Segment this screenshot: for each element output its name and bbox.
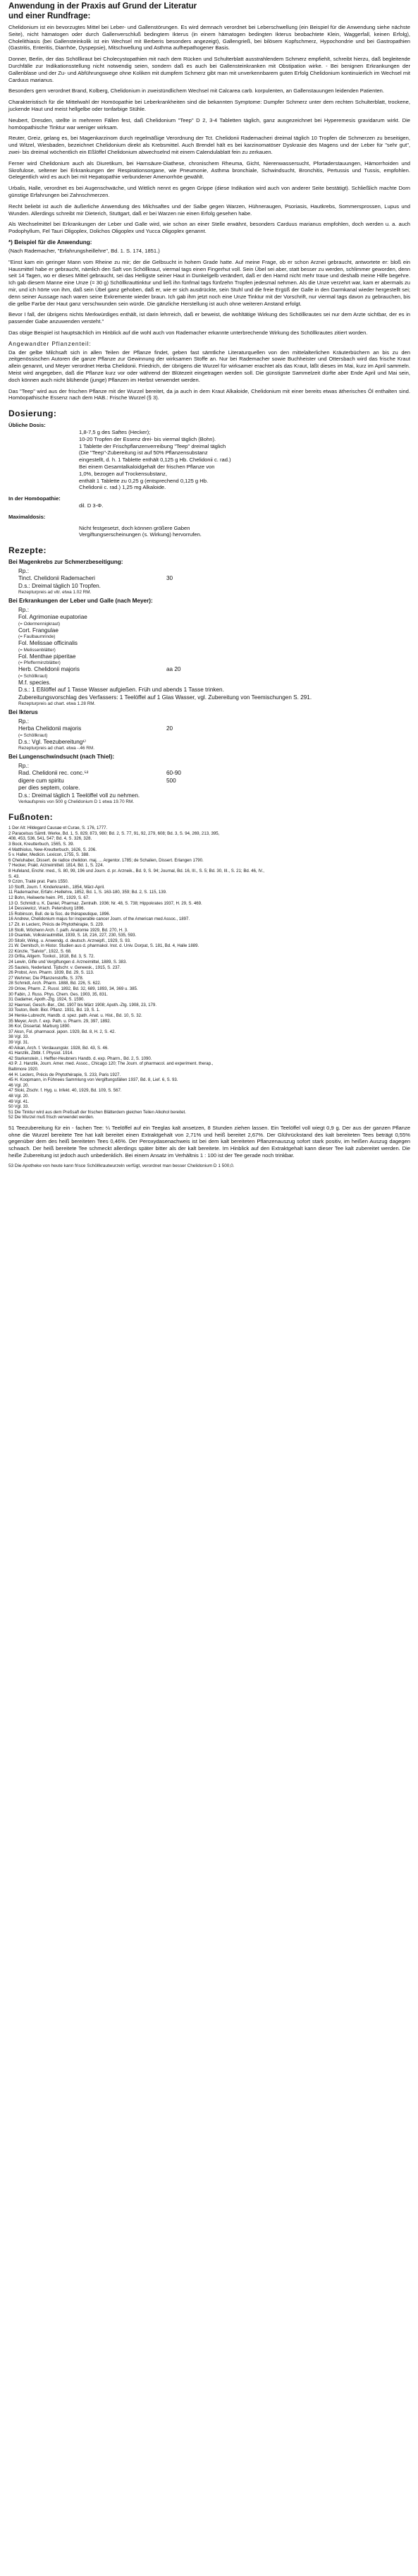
footnote: 7 Hecker, Prakt. Arzneimittell. 1814, Bd. 1, S. 224. xyxy=(8,863,104,869)
recipe-2-heading: Bei Erkrankungen der Leber und Galle (nach Meyer): xyxy=(8,598,153,605)
recipe-ingredient: digere cum spiritu xyxy=(18,777,64,784)
page xyxy=(8,1,410,1169)
footnote: 3 Bock, Kreutterbuch, 1565, S. 39. xyxy=(8,842,75,847)
plant-part-heading: Angewandter Pflanzenteil: xyxy=(8,340,92,347)
example-section xyxy=(8,239,410,337)
intro-paragraph: Recht beliebt ist auch die äußerliche Anwendung des Milchsaftes und der Salbe gegen Warzen, Hühneraugen, Psoriasis, Hautkrebs, Sommersprossen, Lupus und Wunden. Allerdings schreibt mir Dieterich, Stuttgart, daß er bei Warzen nie einen Erfolg gesehen habe. xyxy=(8,202,410,217)
recipe-note: (= Pfefferminzblätter) xyxy=(18,660,61,666)
recipe-2-lines xyxy=(8,607,410,702)
max-dose-line: Vergiftungserscheinungen (s. Wirkung) hervorrufen. xyxy=(79,531,202,538)
recipe-4-lines xyxy=(8,763,410,800)
recipe-line xyxy=(18,763,410,770)
example-paragraph: "Einst kam ein geringer Mann vom Rheine zu mir; der die Gelbsucht in hohem Grade hatte. Auf meine Frage, ob er schon Arznei gebraucht, antwortete er: bloß ein Hausmittel habe er gebraucht, nämlich den Saft von Schöllkraut, viermal tags einen Fingerhut voll. Sein Übel sei aber, statt besser zu werden, schlimmer geworden, denn seit 14 Tagen, wo er dieses Mittel gebraucht, sei das Helligste seiner Haut in Dunkelgelb verändert, daß er den Harnd nicht mehr traue und deshalb meine Hilfe begehre. Ich gab diesem Manne eine Unze (= 30 g) Schöllkrauttinktur und ließ ihn fünfmal tags fünfzehn Tropfen jedesmal nehmen. Als die Unze verzehrt war, kam er abermals zu mir, und ich hörte von ihm, daß sein Übel ganz gehoben, daß er, wie er sich ausdrückte, sein Stuhl und die freie Ergüß der Galle in den Darmkanal wieder hergestellt sei; denn seiner Aussage nach waren seine Exkremente wieder braun. Ich gab ihm jetzt noch eine Unze Tinktur mit der Vorschrift, nur viermal tags davon zu gebrauchen, bis die gelbe Farbe der Haut ganz verschwunden sein würde. Die gänzliche Herstellung ist auch ohne weiteren Anstand erfolgt. xyxy=(8,258,410,307)
footnote: 6 Cheluhaber, Dissert. de radice chelidon. maj. ... Argentor. 1785; de Schalien, Dissert. Erlangen 1790. xyxy=(8,857,204,863)
footnote: 45 H. Koopmann, in Fühnees Sammlung von Vergiftungsfällen 1937, Bd. 8, Lief. 6, S. 93. xyxy=(8,1077,178,1083)
footnote: 8 Hufeland, Enchir. med., S. 80, 99, 196 und Journ. d. pr. Arzneik., Bd. 9, S. 94; Journal, Bd. 16, III., S. 5; Bd. 30, III., S. 21; Bd. 46, IV., xyxy=(8,868,264,873)
footnote: 20 Sitolir, Wirkg. u. Anwendg. d. deutsch. Arzneipfl., 1929, S. 93. xyxy=(8,938,131,943)
footnote: 19 Osantek, Volkskrautmittel, 1939, S. 18, 216, 227, 230, 535, 593. xyxy=(8,933,137,938)
page-title xyxy=(8,1,410,21)
dose-line: 1,8-7,5 g des Saftes (Hecker); xyxy=(79,429,151,436)
footnote: 5 v. Haller, Medicin. Lexicon, 1755, S. 388. xyxy=(8,852,90,858)
recipe-ingredient: Rp.: xyxy=(18,606,30,613)
recipe-line xyxy=(18,640,410,648)
recipe-amount: 60-90 xyxy=(166,770,181,777)
recipe-ingredient: Herb. Chelidonii majoris xyxy=(18,666,80,673)
footnote: 25 Sauteis, Nederland. Tijdschr. v. Geneesk., 1915, S. 237. xyxy=(8,965,121,970)
example-paragraph: Das obige Beispiel ist hauptsächlich im Hinblick auf die wohl auch von Rademacher erkannte unterbrechende Wirkung des Schöllkrautes zitiert worden. xyxy=(8,329,368,336)
recipe-note: (= Schöllkraut) xyxy=(18,732,48,738)
recipes-section xyxy=(8,559,410,805)
footnote: 17 Zit. in Leclerc, Précis de Phytothérapie, S. 229. xyxy=(8,921,104,927)
recipe-line xyxy=(18,792,410,800)
recipe-ingredient: Rp.: xyxy=(18,762,30,769)
recipe-line xyxy=(18,568,410,576)
title-line-2: und einer Rundfrage: xyxy=(8,12,91,20)
example-paragraph: Bevor I fall, der übrigens nichts Merkwürdiges enthält, ist darin lehrreich, daß er beweist, die wohltätige Wirkung des Schöllkrautes sei nur dem Arzte sichtbar, der es in passender Gabe anzuwenden versteht." xyxy=(8,311,410,325)
recipe-ingredient: D.s.: Vgl. Teezubereitung¹⁾ xyxy=(18,738,87,745)
footnote: 10 Stoffl, Journ. f. Kinderkrankh., 1854, März-April. xyxy=(8,884,105,890)
plant-part-paragraph: Das "Teep" wird aus der frischen Pflanze mit der Wurzel bereitet, da ja auch in dem Kraut Alkaloide, Chelidonium mit einer bereits etwas ätherisches Öl enthalten sind. Homöopathische Essenz nach dem HAB.: Frische Wurzel (§ 3). xyxy=(8,387,410,401)
recipe-4-price: Verkaufspreis von 500 g Chelidonium D 1 etwa 19.70 RM. xyxy=(18,799,135,805)
footnote: 38 Vgl. 33. xyxy=(8,1034,30,1040)
recipe-ingredient: Rp.: xyxy=(18,718,30,725)
recipe-1-heading: Bei Magenkrebs zur Schmerzbeseitigung: xyxy=(8,559,123,566)
footnote: 32 Haensel, Gesch.-Ber., Okt. 1907 bis März 1908; Apoth.-Ztg. 1908, 23, 179. xyxy=(8,1002,157,1008)
recipe-line xyxy=(18,653,410,661)
intro-section xyxy=(8,24,410,235)
footnote: 31 Gadamer, Apoth.-Ztg. 1924, S. 1590. xyxy=(8,997,85,1003)
dose-line: Bei einem Gesamtalkaloidgehalt der frischen Pflanze von xyxy=(79,464,215,471)
footnote: 408, 453, 536, 541, 547; Bd. 4, S. 326, 328. xyxy=(8,836,92,842)
recipe-line xyxy=(18,679,410,687)
recipe-line xyxy=(18,718,410,726)
recipe-note: (= Schöllkraut) xyxy=(18,673,48,679)
example-source: (Nach Rademacher, "Erfahrungsheillehre", Bd. 1. S. 174, 1851.) xyxy=(8,247,160,254)
recipe-ingredient: M.f. species. xyxy=(18,679,51,686)
footnote: 30 Fabin, J. Russ. Phys. Chem. Ges. 1903, 35, 831. xyxy=(8,991,108,997)
dose-line: 1,0%, bezogen auf Trockensubstanz, xyxy=(79,470,167,477)
intro-paragraph: Charakteristisch für die Mittelwahl der Homöopathie bei Leberkrankheiten sind die bekannten Symptome: Dumpfer Schmerz unter dem rechten Schulterblatt, trockene, juckende Haut und meist hellgelbe oder tonfarbige Stühle. xyxy=(8,99,410,112)
recipe-3-heading: Bei Ikterus xyxy=(8,709,38,716)
recipe-ingredient: Tinct. Chelidonii Rademacheri xyxy=(18,575,95,582)
footnote: S. 43. xyxy=(8,873,20,879)
intro-paragraph: Reuter, Greiz, gelang es, bei Magenkarzinom durch regelmäßige Verordnung der Tct. Chelidonii Rademacheri dreimal täglich 10 Tropfen die Schmerzen zu beseitigen, und Witzel, Wiesbaden, bezeichnet Chelidonium direkt als Krebsmittel. Auch Brendel hält es bei karzinomatöser Dyskrasie des Magens und der Leber für "sehr gut", zwei- bis dreimal wöchentlich ein Eßlöffel Chelidonium abwechselnd mit einem Calendulablatt fein zu zerkauen. xyxy=(8,135,410,155)
recipe-ingredient: D.s.: Dreimal täglich 1 Teelöffel voll zu nehmen. xyxy=(18,792,140,799)
example-heading: *) Beispiel für die Anwendung: xyxy=(8,238,92,246)
recipe-line xyxy=(18,614,410,622)
footnote: 35 Meyer, Arch. f. exp. Path. u. Pharm. 29, 397, 1892. xyxy=(8,1018,111,1024)
usual-dose-label: Übliche Dosis: xyxy=(8,422,46,429)
footnote: 37 Aksn, Fol. pharmacol. japon. 1929, Bd. 8, H. 2, S. 42. xyxy=(8,1029,116,1034)
dosage-table xyxy=(8,422,410,538)
footnote: 18 Stolli, Wöchenn Arch. f. path. Anatomie 1929, Bd. 270, H. 3. xyxy=(8,927,128,933)
recipe-1-lines xyxy=(8,568,410,591)
footnote: 51 Die Tinktur wird aus dem Preßsaft der frischen Blätterdem gleichen Teilen Alkohol bereitet. xyxy=(8,1109,186,1115)
recipe-line xyxy=(18,725,410,733)
recipe-ingredient: Zubereitungsvorschlag des Verfassers: 1 Teelöffel auf 1 Glas Wasser, vgl. Zubereitung von Teemischungen S. 291. xyxy=(18,694,312,701)
recipe-ingredient: Herba Chelidonii majoris xyxy=(18,725,82,732)
recipe-line xyxy=(18,607,410,615)
recipe-note: (= Faulbaumrinde) xyxy=(18,634,56,640)
recipe-ingredient: Rad. Chelidonii rec. conc.⁵² xyxy=(18,770,89,777)
intro-paragraph: Neubert, Dresden, stellte in mehreren Fällen fest, daß Chelidonium "Teep" D 2, 3-4 Tabletten täglich, ganz ausgezeichnet bei Hyperemesis gravidarum wirkt. Die homöopathische Tinktur war weniger wirksam. xyxy=(8,116,410,131)
max-dose-label: Maximaldosis: xyxy=(8,513,46,520)
recipe-amount: 500 xyxy=(166,777,176,784)
footnote: 26 Probst, Ann. Pharm. 1839, Bd. 29, S. 113. xyxy=(8,970,94,976)
recipe-4-heading: Bei Lungenschwindsucht (nach Thiel): xyxy=(8,754,115,761)
footnote: 47 Stoki, Ztschr. f. Hyg. u. Infekt. 40, 1929, Bd. 109, S. 567. xyxy=(8,1088,122,1094)
recipe-ingredient: Fol. Menthae piperitae xyxy=(18,653,76,660)
footnote: 1 Der Alt: Hildegard Causae et Curae, S. 176, 1777. xyxy=(8,826,108,831)
footnote: 2 Paracelsus Sämtl. Werke, Bd. 1, S. 829, 873, 980; Bd. 2, S. 77, 91, 92, 279, 608; Bd. 3, S. 94, 269, 213, 395, xyxy=(8,830,220,836)
title-line-1: Anwendung in der Praxis auf Grund der Literatur xyxy=(8,2,197,11)
footnote: 39 Vgl. 31. xyxy=(8,1039,30,1045)
max-dose-value xyxy=(56,521,410,539)
footnote: 34 Henke-Lubrecht, Handb. d. spez. path. Anat. u. Hist., Bd. 10, S. 32. xyxy=(8,1013,142,1018)
intro-paragraph: Urbalis, Halle, verordnet es bei Augenschwäche, und Wittlich nennt es gegen Grippe (diese Indikation wird auch von anderer Seite bestätigt). Schließlich machte Dorn günstige Erfahrungen bei Zahnschmerzen. xyxy=(8,185,410,198)
footnote: 44 H. Leclerc, Précis de Phytothérapie, S. 233, Paris 1927. xyxy=(8,1072,121,1077)
footnote: 41 Hanzlik, Zbtbl. f. Physiol. 1914. xyxy=(8,1051,74,1056)
homoeopathy-label: In der Homöopathie: xyxy=(8,495,61,502)
recipe-ingredient: D.s.: Dreimal täglich 10 Tropfen. xyxy=(18,582,101,589)
footnote: 29 Orlow, Pharm. Z. Russl. 1892, Bd. 32, 689, 1893, 34, 369 u. 385. xyxy=(8,986,138,992)
dose-line: enthält 1 Tablette zu 0,25 g (entsprechend 0,125 g Hb. xyxy=(79,477,209,484)
dosage-heading: Dosierung: xyxy=(8,409,57,419)
recipe-line xyxy=(18,770,410,778)
footnote: Baltimore 1920. xyxy=(8,1066,39,1072)
intro-paragraph: Chelidonium ist ein bevorzugtes Mittel bei Leber- und Gallenstörungen. Es wird demnach verordnet bei Leberschwellung (ein Beispiel für die Anwendung siehe nächste Seite), nicht hämatogen oder durch Gallenverschluß bedingtem Ikterus (in einem hämatogen bedingten Ikterus beobachtete Klein, Waggerfall, keinen Erfolg), Cholelithiasis (bei Gallensteinkolik ist ein Wechsel mit Berberis besonders angezeigt), Gallengrieß, bei bilösem Kopfschmerz, Hypochondrie und bei Gastropathien (Gastritis, Enteritis, Diarrhöe, Dyspepsie), Mitschwellung und Asthma aufhepathogener Basis. xyxy=(8,24,410,52)
plant-part-section xyxy=(8,341,410,402)
footnote: 11 Rademacher, Erfahr.-Heillehre, 1852, Bd. 1, S. 163-180, 359; Bd. 2, S. 115, 139. xyxy=(8,890,167,895)
recipe-2-price: Rezepturpreis ad chart. etwa 1.28 RM. xyxy=(18,701,96,707)
recipe-3-price: Rezepturpreis ad chart. etwa -.46 RM. xyxy=(18,746,94,751)
max-dose-line: Nicht festgesetzt, doch können größere Gaben xyxy=(79,524,190,531)
footnotes-heading: Fußnoten: xyxy=(8,812,54,823)
recipe-line xyxy=(18,666,410,674)
footnote: 21 W. Demitsch, in Histor. Studien aus d. pharmakol. Inst. d. Univ. Dorpat, S. 181, Bd. 4, Halle 1889. xyxy=(8,943,199,949)
recipe-line xyxy=(18,739,410,746)
footnote: 24 Lewin, Gifte und Vergiftungen d. Arzneimittel, 1889, S. 383. xyxy=(8,960,128,965)
recipe-amount: 30 xyxy=(166,575,173,582)
footnote: 50 Vgl. 33. xyxy=(8,1104,30,1110)
homoeopathy-value: dil. D 3-Φ. xyxy=(79,502,104,509)
intro-paragraph: Besonders gern verordnet Brand, Kolberg, Chelidonium in zweistündlichem Wechsel mit Calcarea carb. korpulenten, an Gallenstauungen leidenden Patienten. xyxy=(8,87,385,95)
footnote: 28 Schmidt, Arch. Pharm. 1888, Bd. 226, S. 622. xyxy=(8,981,102,986)
recipe-note: (= Odermennigkraut) xyxy=(18,621,61,627)
intro-paragraph: Als Wechselmittel bei Erkrankungen der Leber und Galle wird, wie schon an einer Stelle erwähnt, besonders Carduus marianus empfohlen, doch werden u. a. auch Podophyllum, Fel Tauri Oligoplex, Dolichos Oligoplex und Yucca Oligoplex genannt. xyxy=(8,221,410,235)
footnote: 49 Vgl. 41. xyxy=(8,1099,30,1104)
dose-line: (Die "Teep"-Zubereitung ist auf 50% Pflanzensubstanz xyxy=(79,449,208,456)
closing-footnote: 53 Die Apotheke von heute kann frisce Schöllkrautwurzeln verfügt, verordnet man besser Chelidonium D 1 500,0. xyxy=(8,1163,235,1168)
recipes-heading: Rezepte: xyxy=(8,545,47,556)
dose-line: 1 Tablette der Frischpflanzenverreibung "Teep" dreimal täglich xyxy=(79,442,226,449)
footnote: 27 Wehmer, Die Pflanzenstoffe, S. 378. xyxy=(8,975,84,981)
footnote: 9 Czizn, Traité prat. Paris 1550. xyxy=(8,879,69,885)
footnote: 40 Aikan, Arch. f. Verdauungskr. 1928, Bd. 43, S. 46. xyxy=(8,1045,109,1051)
footnote: 46 Vgl. 20. xyxy=(8,1082,30,1088)
footnote: 52 Die Wurzel muß frisch verwendet werden. xyxy=(8,1115,94,1120)
recipe-ingredient: D.s.: 1 Eßlöffel auf 1 Tasse Wasser aufgießen. Früh und abends 1 Tasse trinken. xyxy=(18,687,224,694)
recipe-line xyxy=(18,778,410,785)
intro-paragraph: Ferner wird Chelidonium auch als Diuretikum, bei Harnsäure-Diathese, chronischem Rheuma, Gicht, Nierenwassersucht, Pfortaderstauungen, Hämorrhoiden und Skrofulose, seltener bei Erkrankungen der Respirationsorgane, wie Pneumonie, Asthma bronchiale, Schwindsucht, Bronchitis, Pertussis und Tussis, empfohlen. Gelegentlich wird es auch bei mit Hepatopathie verbundener Amenorrhöe gewählt. xyxy=(8,159,410,181)
dose-line: Chelidonii c. rad.) 1,25 mg Alkaloide. xyxy=(79,484,166,491)
recipe-line xyxy=(18,785,410,792)
footnote: 42 Starkenstein, i. Heffter-Heubners Handb. d. exp. Pharm., Bd. 2, S. 1090. xyxy=(8,1056,152,1061)
recipe-ingredient: Fol. Agrimoniae eupatoriae xyxy=(18,614,87,621)
plant-part-paragraph: Da der gelbe Milchsaft sich in allen Teilen der Pflanze findet, geben fast sämtliche Literaturquellen von den mittelalterlichen Kräuterbüchern an bis zu den zeitgenössischen Autoren die ganze Pflanze zur Gewinnung der wirksamen Stoffe an. Nur bei Rademacher sowie Buchheister und Ottersbach wird das frische Kraut allein genannt, und Meyer verordnet Herba Chelidonii. Friedrich, der übrigens die Wurzel für wirksamer erachtet als das Kraut, läßt dieses im Mai, kurz im April sammeln. Meist wird angegeben, daß die Pflanze kurz vor oder während der Blütezeit eingetragen werden soll. Die günstigste Sammelzeit dürfte aber Ende April und Mai sein, doch können auch nicht blühende (junge) Pflanzen im Herbst verwendet werden. xyxy=(8,349,410,383)
usual-dose-values xyxy=(56,429,410,491)
recipe-ingredient: per dies septem, colare. xyxy=(18,785,80,792)
footnotes-list xyxy=(8,826,410,1120)
footnote: 23 Orfila, Allgem. Toxikol., 1818, Bd. 3, S. 72. xyxy=(8,954,95,960)
recipe-note: (= Melissenblätter) xyxy=(18,647,56,653)
recipe-1-price: Rezepturpreis ad vitr. etwa 1.02 RM. xyxy=(18,590,92,595)
recipe-ingredient: Rp.: xyxy=(18,567,30,574)
dose-line: 10-20 Tropfen der Essenz drei- bis viermal täglich (Bohn). xyxy=(79,435,216,442)
footnote: 16 Andrew, Chelidonium majus for inoperable cancer Journ. of the American med Assoc., 1897. xyxy=(8,917,190,922)
recipe-line xyxy=(18,694,410,702)
footnote: 15 Robinson, Bull. de la Soc. de thérapeutique, 1896. xyxy=(8,911,111,917)
footnote: 12 Bohn, Heilwerte heim. Pfl., 1929, S. 67. xyxy=(8,895,90,900)
footnote: 4 Matthiolus, New-Kreutterbuch, 1626, S. 206. xyxy=(8,847,97,852)
recipe-line xyxy=(18,687,410,694)
footnote: 22 Künzle, "Salvior", 1922, S. 68. xyxy=(8,948,72,954)
recipe-line xyxy=(18,627,410,635)
dose-line: eingestellt, d. h. 1 Tablette enthält 0,125 g Hb. Chelidonii c. rad.) xyxy=(79,456,231,464)
footnote: 14 Dessiewicz, Vrach. Petersburg 1896. xyxy=(8,906,85,912)
recipe-line xyxy=(18,583,410,591)
recipe-line xyxy=(18,575,410,583)
recipe-ingredient: Cort. Frangulae xyxy=(18,627,59,634)
footnote: 36 Kor, Dissertat. Marburg 1890. xyxy=(8,1024,71,1029)
footnote: 43 P. J. Hanzlik, Journ. Amer. med. Assoc., Chicago 120; The Journ. of pharmacol. and experiment. therap., xyxy=(8,1061,214,1067)
intro-paragraph: Donner, Berlin, der das Schöllkraut bei Cholecystopathien mit nach dem Rücken und Schulterblatt ausstrahlendem Schmerz empfiehlt, schreibt hierzu, daß begleitende Durchfälle zur Indikationsstellung nicht notwendig seien, sondern daß es auch bei Gallensteinkranken mit Obstipation wirke. - Bei benignen Erkrankungen der Gallenblase und der Zu- und Abführungswege ohne Koliken mit dumpfem Schmerz gibt man mit unverkennbarem guten Erfolg Chelidonium kontinuierlich im Wechsel mit Carduus marianus. xyxy=(8,56,410,83)
footnote: 13 O. Schmidt u. K. Daniel, Pharmaz. Zentralh. 1936; Nr. 48, S. 738; Hippokrates 1937, H. 29, S. 469. xyxy=(8,900,202,906)
footnote: 33 Touton, Beitr. Biol. Pflanz. 1931, Bd. 19, S. 1. xyxy=(8,1008,100,1013)
recipe-ingredient: Fol. Melissae officinalis xyxy=(18,640,78,647)
recipe-amount: aa 20 xyxy=(166,666,181,673)
tea-preparation-note: 51 Teezubereitung für ein - fachen Tee: ¼ Teelöffel auf ein Teeglas kalt ansetzen, 8 Stunden ziehen lassen. Ein Teelöffel voll wiegt 0,9 g. Der aus der ganzen Pflanze ohne die Wurzel bereitete Tee hat kalt bereitet einen Extraktgehalt von 2,71% und heiß bereitet 2,67%. Der Glührückstand des kalt bereiteten Tees beträgt 0,55% gegenüber dem des heiß bereiteten Tees 0,46%. Der Peroxydasenachweis ist bei dem kalt bereiteten Pflanzenauszug sofort stark positiv, im heißen Auszug dagegen schwach. Der heiß bereitete Tee schmeckt allerdings später bitter als der kalt bereitete. Im Hinblick auf den Extraktgehalt kann dieser Tee kalt zubereitet werden. Die heiße Zubereitung ist jedoch auch unbedenklich. Bei einem Ansatz im Verhältnis 1 : 100 ist der Tee gerade noch trinkbar. xyxy=(8,1124,410,1159)
recipe-amount: 20 xyxy=(166,725,173,732)
footnote: 48 Vgl. 20. xyxy=(8,1093,30,1099)
recipe-3-lines xyxy=(8,718,410,746)
